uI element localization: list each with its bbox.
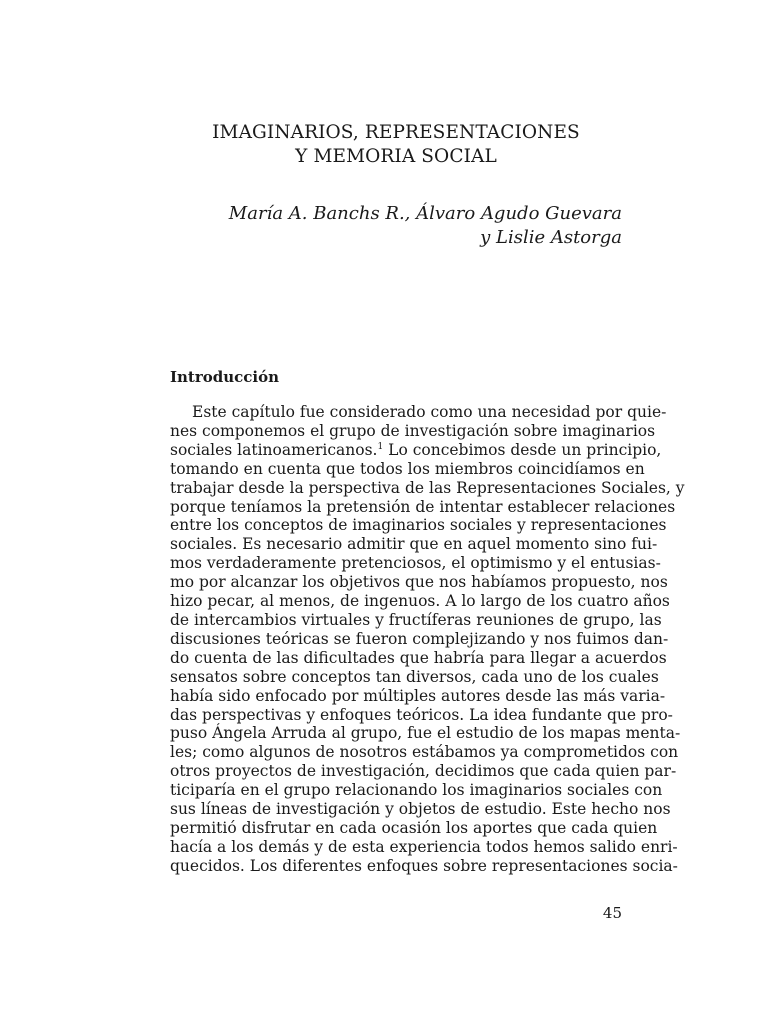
body-line: das perspectivas y enfoques teóricos. La idea fundante que pro- [170, 705, 673, 724]
body-line [170, 440, 662, 460]
body-line: tomando en cuenta que todos los miembros coincidíamos en [170, 459, 645, 478]
body-line: puso Ángela Arruda al grupo, fue el estudio de los mapas menta- [170, 724, 681, 743]
body-line: hacía a los demás y de esta experiencia todos hemos salido enri- [170, 837, 678, 856]
body-line: discusiones teóricas se fueron complejizando y nos fuimos dan- [170, 629, 669, 648]
body-line-segment: Lo concebimos desde un principio, [383, 440, 662, 459]
body-line: quecidos. Los diferentes enfoques sobre representaciones socia- [170, 856, 678, 875]
section-heading: Introducción [170, 368, 280, 386]
body-line: de intercambios virtuales y fructíferas reuniones de grupo, las [170, 610, 662, 629]
footnote-marker[interactable]: 1 [377, 441, 384, 452]
chapter-title [170, 121, 622, 169]
chapter-title-line-1: IMAGINARIOS, REPRESENTACIONES [212, 122, 580, 143]
chapter-authors [170, 202, 622, 250]
body-line: nes componemos el grupo de investigación sobre imaginarios [170, 421, 656, 440]
body-line: permitió disfrutar en cada ocasión los aportes que cada quien [170, 818, 658, 837]
body-line: sociales. Es necesario admitir que en aquel momento sino fui- [170, 535, 658, 554]
body-line-segment: sociales latinoamericanos. [170, 440, 378, 459]
body-line: entre los conceptos de imaginarios sociales y representaciones [170, 516, 667, 535]
body-line: porque teníamos la pretensión de intentar establecer relaciones [170, 497, 676, 516]
body-paragraph [170, 403, 685, 876]
authors-line-1: María A. Banchs R., Álvaro Agudo Guevara [228, 203, 622, 224]
body-line: mos verdaderamente pretenciosos, el optimismo y el entusias- [170, 554, 661, 573]
body-line: sus líneas de investigación y objetos de estudio. Este hecho nos [170, 800, 671, 819]
body-line: sensatos sobre conceptos tan diversos, cada uno de los cuales [170, 667, 659, 686]
page-number: 45 [602, 904, 622, 922]
body-line: otros proyectos de investigación, decidimos que cada quien par- [170, 762, 677, 781]
body-line: les; como algunos de nosotros estábamos ya comprometidos con [170, 743, 679, 762]
body-line: do cuenta de las dificultades que habría para llegar a acuerdos [170, 648, 667, 667]
chapter-title-line-2: Y MEMORIA SOCIAL [295, 146, 497, 167]
body-line: había sido enfocado por múltiples autores desde las más varia- [170, 686, 666, 705]
body-line: hizo pecar, al menos, de ingenuos. A lo largo de los cuatro años [170, 592, 670, 611]
body-line: trabajar desde la perspectiva de las Representaciones Sociales, y [170, 478, 685, 497]
body-line: Este capítulo fue considerado como una necesidad por quie- [192, 403, 667, 421]
authors-line-2: y Lislie Astorga [480, 227, 622, 248]
body-line: ticiparía en el grupo relacionando los imaginarios sociales con [170, 781, 663, 800]
body-line: mo por alcanzar los objetivos que nos habíamos propuesto, nos [170, 573, 668, 592]
